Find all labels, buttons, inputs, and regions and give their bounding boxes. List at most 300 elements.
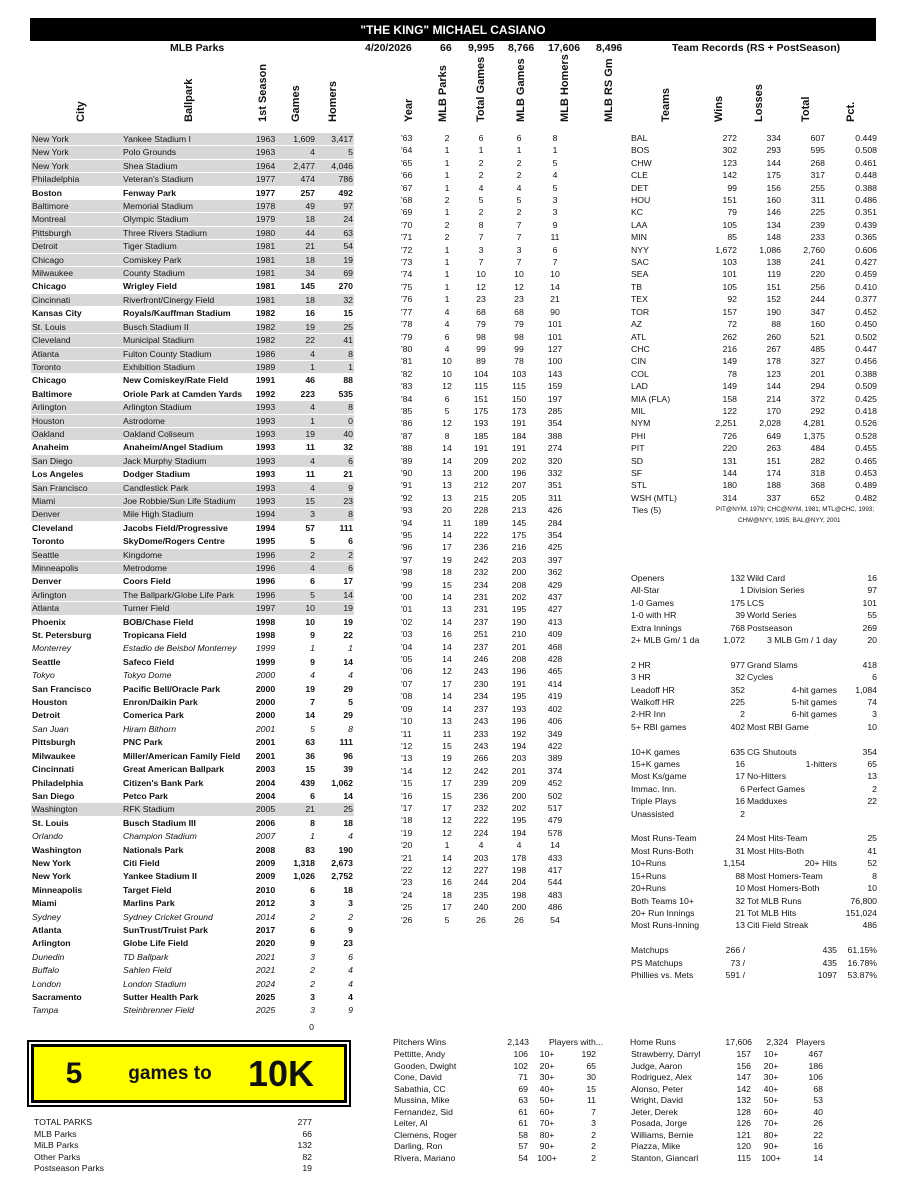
park-homers: 88 bbox=[343, 375, 353, 386]
park-games: 10 bbox=[305, 603, 315, 614]
year-total-games: 193 bbox=[473, 418, 489, 429]
team-total: 4,281 bbox=[803, 418, 825, 429]
stat-label: Most Runs-Team bbox=[631, 833, 697, 844]
park-first-season: 1998 bbox=[255, 616, 276, 627]
year-mlb-games: 173 bbox=[511, 405, 527, 416]
year-mlb-games: 7 bbox=[516, 232, 522, 243]
player-count: 14 bbox=[813, 1152, 823, 1163]
year-label: '20 bbox=[401, 840, 413, 851]
park-homers: 4 bbox=[348, 965, 353, 976]
threshold: 50+ bbox=[539, 1095, 555, 1105]
year-mlb-parks: 19 bbox=[442, 753, 452, 764]
stat-label: Immac. Inn. bbox=[631, 783, 677, 794]
hitter-row bbox=[630, 1095, 824, 1107]
year-row bbox=[400, 504, 572, 516]
park-row bbox=[31, 1004, 354, 1017]
park-games: 1 bbox=[310, 831, 315, 842]
year-mlb-parks: 1 bbox=[444, 170, 450, 181]
team-name: SF bbox=[631, 467, 643, 478]
year-row bbox=[400, 653, 572, 665]
year-mlb-games: 175 bbox=[511, 530, 527, 540]
park-first-season: 2005 bbox=[255, 804, 276, 815]
year-row bbox=[400, 206, 572, 218]
year-row bbox=[400, 430, 572, 442]
year-row bbox=[400, 541, 572, 553]
park-city: San Juan bbox=[32, 723, 69, 734]
park-games: 1 bbox=[310, 415, 315, 426]
year-mlb-homers: 468 bbox=[547, 641, 563, 652]
team-losses: 151 bbox=[766, 455, 781, 466]
team-pct: 0.508 bbox=[855, 145, 877, 156]
year-mlb-parks: 17 bbox=[442, 778, 452, 789]
year-mlb-parks: 17 bbox=[442, 802, 452, 813]
park-name: Metrodome bbox=[123, 563, 167, 573]
stat-row bbox=[630, 659, 878, 671]
stat-value: 32 bbox=[735, 672, 745, 683]
park-city: Washington bbox=[32, 804, 78, 815]
park-row bbox=[31, 468, 354, 481]
year-label: '91 bbox=[401, 480, 413, 491]
summary-rs-games: 8,496 bbox=[596, 42, 623, 54]
year-mlb-games: 68 bbox=[514, 306, 524, 317]
park-homers: 23 bbox=[343, 495, 353, 506]
year-mlb-parks: 13 bbox=[442, 604, 452, 615]
team-losses: 146 bbox=[766, 207, 781, 218]
park-games: 9 bbox=[310, 938, 315, 949]
pitcher-value: 58 bbox=[518, 1129, 528, 1140]
park-first-season: 1999 bbox=[255, 656, 276, 667]
year-mlb-homers: 479 bbox=[547, 815, 563, 826]
park-games: 7 bbox=[310, 697, 315, 708]
park-row bbox=[31, 159, 354, 172]
hitter-value: 142 bbox=[736, 1083, 751, 1094]
stat-value-2: 22 bbox=[867, 796, 877, 807]
park-homers: 270 bbox=[338, 281, 353, 292]
team-total: 241 bbox=[810, 257, 825, 268]
team-row bbox=[630, 231, 878, 243]
year-mlb-parks: 16 bbox=[442, 629, 452, 640]
stat-value: 13 bbox=[735, 920, 745, 931]
park-games: 11 bbox=[305, 442, 315, 453]
hitter-row bbox=[630, 1130, 824, 1142]
year-total-games: 79 bbox=[476, 319, 486, 330]
team-name: TB bbox=[631, 281, 643, 292]
stat-row bbox=[630, 572, 878, 584]
park-first-season: 1996 bbox=[255, 549, 276, 560]
park-row bbox=[31, 347, 354, 360]
player-count: 22 bbox=[813, 1129, 823, 1140]
park-city: New York bbox=[32, 134, 69, 144]
park-first-season: 1963 bbox=[255, 134, 276, 144]
year-mlb-homers: 159 bbox=[547, 381, 563, 392]
player-count: 2 bbox=[591, 1129, 596, 1140]
park-name: Enron/Daikin Park bbox=[123, 697, 198, 708]
stat-value-2: 6 bbox=[872, 672, 877, 683]
year-label: '08 bbox=[401, 691, 413, 702]
park-name: Oriole Park at Camden Yards bbox=[123, 388, 243, 399]
park-name: County Stadium bbox=[123, 268, 185, 279]
park-first-season: 1982 bbox=[255, 308, 276, 319]
stat-value-2: 52 bbox=[867, 858, 877, 869]
stat-label: 20+Runs bbox=[631, 883, 667, 894]
stat-row bbox=[630, 882, 878, 894]
park-city: Seattle bbox=[32, 549, 60, 560]
park-games: 19 bbox=[305, 683, 315, 694]
stat-row bbox=[630, 634, 878, 646]
team-losses: 214 bbox=[766, 393, 781, 404]
team-total: 484 bbox=[810, 443, 825, 454]
year-mlb-parks: 12 bbox=[442, 381, 452, 392]
team-row bbox=[630, 182, 878, 194]
pitcher-value: 71 bbox=[518, 1072, 528, 1082]
year-total-games: 191 bbox=[473, 443, 489, 454]
stat-label-2: Postseason bbox=[747, 622, 793, 633]
park-row bbox=[31, 401, 354, 414]
park-games: 1 bbox=[310, 361, 315, 372]
park-games: 16 bbox=[305, 308, 315, 319]
stat-value-2: 16.78% bbox=[847, 957, 877, 968]
countdown-number: 5 bbox=[65, 1056, 83, 1090]
park-first-season: 2008 bbox=[255, 844, 276, 855]
hitter-value: 120 bbox=[736, 1141, 751, 1151]
park-first-season: 1999 bbox=[255, 643, 276, 654]
park-name: Tropicana Field bbox=[123, 630, 187, 641]
team-row bbox=[630, 194, 878, 206]
team-pct: 0.486 bbox=[855, 195, 877, 206]
park-row bbox=[31, 977, 354, 990]
park-row bbox=[31, 240, 354, 253]
park-city: San Diego bbox=[32, 455, 73, 466]
park-games: 46 bbox=[305, 375, 315, 386]
year-label: '23 bbox=[401, 877, 413, 888]
park-games: 2 bbox=[310, 549, 315, 560]
pitcher-row bbox=[393, 1095, 597, 1107]
threshold: 80+ bbox=[763, 1129, 779, 1140]
year-total-games: 243 bbox=[473, 716, 489, 727]
park-row bbox=[31, 763, 354, 776]
park-name: Joe Robbie/Sun Life Stadium bbox=[123, 495, 236, 506]
stat-label-2 bbox=[746, 932, 838, 944]
park-games: 4 bbox=[310, 563, 315, 573]
park-city: Los Angeles bbox=[32, 469, 84, 480]
year-total-games: 234 bbox=[473, 579, 489, 590]
stat-label: Walkoff HR bbox=[631, 697, 675, 708]
team-losses: 2,028 bbox=[759, 418, 781, 429]
park-first-season: 2020 bbox=[255, 938, 276, 949]
year-total-games: 7 bbox=[478, 257, 484, 268]
hitter-row bbox=[630, 1153, 824, 1165]
year-row bbox=[400, 380, 572, 392]
year-mlb-parks: 10 bbox=[442, 368, 452, 379]
stat-row bbox=[630, 907, 878, 919]
year-label: '85 bbox=[401, 405, 413, 416]
stat-label-2: LCS bbox=[747, 597, 764, 608]
stat-value: 1,072 bbox=[723, 635, 745, 646]
col-header-mlb-rs-gm: MLB RS Gm bbox=[603, 58, 615, 122]
team-pct: 0.425 bbox=[855, 393, 877, 404]
park-name: Turner Field bbox=[123, 603, 170, 614]
team-row bbox=[630, 442, 878, 454]
year-mlb-homers: 578 bbox=[547, 827, 563, 838]
team-row bbox=[630, 244, 878, 256]
stat-value-2: 486 bbox=[862, 920, 877, 931]
team-name: TEX bbox=[631, 294, 648, 305]
col-header-mlb-games: MLB Games bbox=[515, 58, 527, 122]
team-total: 521 bbox=[810, 331, 825, 342]
year-mlb-games: 205 bbox=[511, 492, 527, 503]
col-header-mlb-homers: MLB Homers bbox=[559, 54, 571, 122]
park-name: Riverfront/Cinergy Field bbox=[123, 294, 215, 305]
team-row bbox=[630, 293, 878, 305]
park-row bbox=[31, 454, 354, 467]
park-row bbox=[31, 508, 354, 521]
hitter-name: Alonso, Peter bbox=[631, 1083, 684, 1094]
year-label: '17 bbox=[401, 802, 413, 813]
stat-label-2: 20+ Hits bbox=[804, 858, 837, 869]
year-mlb-games: 203 bbox=[511, 554, 527, 565]
park-city: Cleveland bbox=[32, 522, 74, 533]
team-name: PHI bbox=[631, 430, 646, 441]
year-row bbox=[400, 889, 572, 901]
park-name: Sutter Health Park bbox=[123, 992, 199, 1002]
park-row bbox=[31, 682, 354, 695]
stat-value-2: 269 bbox=[862, 622, 877, 633]
stat-value-2: 1,084 bbox=[855, 684, 877, 695]
stat-label-2: Citi Field Streak bbox=[747, 920, 809, 931]
stat-value-2: 20 bbox=[867, 635, 877, 646]
park-name: Fulton County Stadium bbox=[123, 348, 212, 359]
team-total: 233 bbox=[810, 232, 825, 243]
park-homers: 25 bbox=[343, 804, 353, 815]
player-count: 7 bbox=[591, 1106, 596, 1117]
year-mlb-parks: 4 bbox=[444, 343, 450, 354]
team-pct: 0.482 bbox=[855, 492, 877, 503]
park-homers: 190 bbox=[338, 844, 353, 855]
park-name: Mile High Stadium bbox=[123, 509, 194, 520]
year-mlb-parks: 11 bbox=[442, 517, 452, 528]
team-pct: 0.452 bbox=[855, 306, 877, 317]
year-mlb-homers: 6 bbox=[552, 244, 558, 255]
year-mlb-parks: 17 bbox=[442, 542, 452, 553]
year-total-games: 209 bbox=[473, 455, 489, 466]
year-mlb-homers: 5 bbox=[552, 157, 558, 168]
pitcher-row bbox=[393, 1153, 597, 1165]
year-mlb-games: 195 bbox=[511, 604, 527, 615]
total-row bbox=[33, 1140, 313, 1152]
park-homers: 29 bbox=[343, 710, 353, 721]
park-first-season: 1993 bbox=[255, 402, 276, 413]
year-mlb-games: 79 bbox=[514, 319, 524, 330]
threshold: 60+ bbox=[763, 1106, 779, 1117]
team-name: BOS bbox=[631, 145, 650, 156]
year-mlb-games: 200 bbox=[511, 902, 527, 913]
year-mlb-parks: 14 bbox=[442, 443, 452, 454]
team-row bbox=[630, 144, 878, 156]
park-games: 4 bbox=[310, 147, 315, 158]
park-games: 5 bbox=[310, 589, 315, 600]
player-count: 192 bbox=[581, 1049, 596, 1059]
year-mlb-homers: 465 bbox=[547, 666, 563, 677]
page-title: "THE KING" MICHAEL CASIANO bbox=[30, 18, 876, 41]
player-count: 68 bbox=[813, 1083, 823, 1094]
park-name: Dodger Stadium bbox=[123, 469, 191, 480]
stat-value-2: 354 bbox=[862, 746, 877, 757]
hitter-name: Piazza, Mike bbox=[631, 1141, 681, 1151]
year-row bbox=[400, 479, 572, 491]
stat-label-2: World Series bbox=[747, 610, 797, 621]
park-games: 6 bbox=[310, 576, 315, 587]
park-row bbox=[31, 722, 354, 735]
year-mlb-homers: 502 bbox=[547, 790, 563, 801]
team-total: 201 bbox=[810, 368, 825, 379]
pitcher-row bbox=[393, 1107, 597, 1119]
year-mlb-homers: 197 bbox=[547, 393, 563, 404]
year-mlb-parks: 14 bbox=[442, 703, 452, 714]
col-header-teams: Teams bbox=[660, 87, 672, 122]
stat-label: Triple Plays bbox=[631, 796, 677, 807]
team-pct: 0.448 bbox=[855, 170, 877, 181]
year-total-games: 115 bbox=[474, 381, 488, 392]
year-mlb-games: 7 bbox=[516, 257, 522, 268]
year-label: '96 bbox=[401, 542, 413, 553]
park-games: 21 bbox=[305, 241, 315, 252]
team-total: 595 bbox=[810, 145, 825, 156]
stat-label-2 bbox=[746, 646, 838, 658]
team-wins: 180 bbox=[722, 480, 737, 491]
year-mlb-parks: 15 bbox=[442, 579, 452, 590]
year-mlb-homers: 101 bbox=[547, 319, 563, 330]
park-homers: 9 bbox=[348, 924, 353, 935]
team-pct: 0.489 bbox=[855, 480, 877, 491]
year-label: '93 bbox=[401, 505, 413, 516]
park-games: 63 bbox=[305, 737, 315, 748]
park-homers: 2 bbox=[348, 911, 353, 922]
team-total: 372 bbox=[810, 393, 825, 404]
park-games: 34 bbox=[305, 268, 315, 279]
team-pct: 0.410 bbox=[855, 281, 877, 292]
player-count: 15 bbox=[586, 1083, 596, 1094]
team-pct: 0.427 bbox=[855, 257, 877, 268]
year-row bbox=[400, 839, 572, 851]
team-row bbox=[630, 405, 878, 417]
year-mlb-games: 178 bbox=[511, 852, 527, 863]
year-mlb-games: 203 bbox=[511, 753, 527, 764]
col-header-total: Total bbox=[800, 96, 812, 122]
year-mlb-homers: 54 bbox=[550, 914, 560, 925]
year-total-games: 224 bbox=[473, 827, 489, 838]
park-city: Buffalo bbox=[32, 965, 60, 976]
year-total-games: 231 bbox=[473, 604, 489, 615]
park-games: 9 bbox=[310, 656, 315, 667]
year-total-games: 4 bbox=[478, 840, 484, 851]
team-name: CIN bbox=[631, 356, 646, 367]
col-header-mlb-parks: MLB Parks bbox=[437, 65, 449, 122]
stat-label-2: Division Series bbox=[747, 585, 805, 596]
park-games: 6 bbox=[310, 790, 315, 801]
park-row bbox=[31, 991, 354, 1004]
park-homers: 786 bbox=[338, 174, 353, 185]
park-first-season: 2021 bbox=[255, 965, 276, 976]
team-wins: 99 bbox=[727, 182, 737, 193]
stat-row bbox=[630, 770, 878, 782]
year-mlb-games: 194 bbox=[511, 827, 527, 838]
park-homers: 19 bbox=[343, 603, 353, 614]
stat-label-2: 6-hit games bbox=[791, 709, 837, 720]
year-label: '88 bbox=[401, 443, 413, 454]
park-games: 2 bbox=[310, 978, 315, 989]
year-mlb-parks: 1 bbox=[444, 207, 450, 218]
stat-row bbox=[630, 932, 878, 944]
year-total-games: 266 bbox=[473, 753, 489, 764]
pitcher-value: 106 bbox=[513, 1049, 528, 1059]
team-losses: 123 bbox=[766, 368, 781, 379]
year-mlb-parks: 5 bbox=[444, 914, 450, 925]
stat-value: 17 bbox=[735, 771, 745, 782]
team-wins: 302 bbox=[722, 145, 737, 156]
year-mlb-parks: 1 bbox=[444, 281, 450, 292]
hitter-value: 156 bbox=[736, 1060, 751, 1071]
team-row bbox=[630, 479, 878, 491]
player-count: 2 bbox=[591, 1141, 596, 1151]
year-mlb-parks: 14 bbox=[442, 691, 452, 702]
stat-row bbox=[630, 733, 878, 745]
year-label: '76 bbox=[401, 294, 413, 305]
park-name: Estadio de Beisbol Monterrey bbox=[123, 643, 237, 654]
park-homers: 32 bbox=[343, 294, 353, 305]
pitcher-row bbox=[393, 1072, 597, 1084]
year-mlb-parks: 2 bbox=[444, 219, 450, 230]
team-wins: 158 bbox=[722, 393, 737, 404]
park-first-season: 2004 bbox=[255, 777, 276, 788]
home-runs-total: 17,606 bbox=[725, 1037, 752, 1047]
year-mlb-homers: 351 bbox=[547, 480, 563, 491]
park-row bbox=[31, 441, 354, 454]
year-mlb-homers: 284 bbox=[547, 517, 563, 528]
year-mlb-games: 195 bbox=[511, 691, 527, 702]
stat-value-2: 10 bbox=[867, 721, 877, 732]
year-label: '77 bbox=[401, 306, 413, 317]
park-city: Minneapolis bbox=[32, 884, 83, 895]
year-row bbox=[400, 765, 572, 777]
pitcher-name: Rivera, Mariano bbox=[394, 1152, 456, 1163]
year-mlb-homers: 402 bbox=[547, 703, 563, 714]
year-mlb-parks: 1 bbox=[444, 244, 450, 255]
year-total-games: 235 bbox=[473, 889, 489, 900]
year-mlb-parks: 19 bbox=[442, 554, 452, 565]
park-first-season: 1981 bbox=[255, 294, 276, 305]
team-name: MIA (FLA) bbox=[631, 393, 671, 404]
park-games: 3 bbox=[310, 951, 315, 962]
park-homers: 19 bbox=[343, 254, 353, 265]
year-total-games: 246 bbox=[473, 654, 489, 665]
year-mlb-games: 12 bbox=[514, 281, 524, 292]
stat-value-2 bbox=[838, 646, 878, 658]
year-row bbox=[400, 591, 572, 603]
park-name: Comiskey Park bbox=[123, 254, 182, 265]
park-row bbox=[31, 803, 354, 816]
park-first-season: 1964 bbox=[255, 160, 276, 171]
park-first-season: 1993 bbox=[255, 415, 276, 426]
year-mlb-parks: 10 bbox=[442, 356, 452, 367]
total-row bbox=[33, 1129, 313, 1141]
pitcher-name: Leiter, Al bbox=[394, 1118, 428, 1128]
year-label: '13 bbox=[401, 753, 413, 764]
threshold: 90+ bbox=[763, 1141, 779, 1151]
hitter-value: 126 bbox=[736, 1118, 751, 1128]
park-homers: 4 bbox=[348, 992, 353, 1002]
year-mlb-games: 207 bbox=[511, 480, 527, 491]
team-records-heading: Team Records (RS + PostSeason) bbox=[672, 42, 841, 54]
